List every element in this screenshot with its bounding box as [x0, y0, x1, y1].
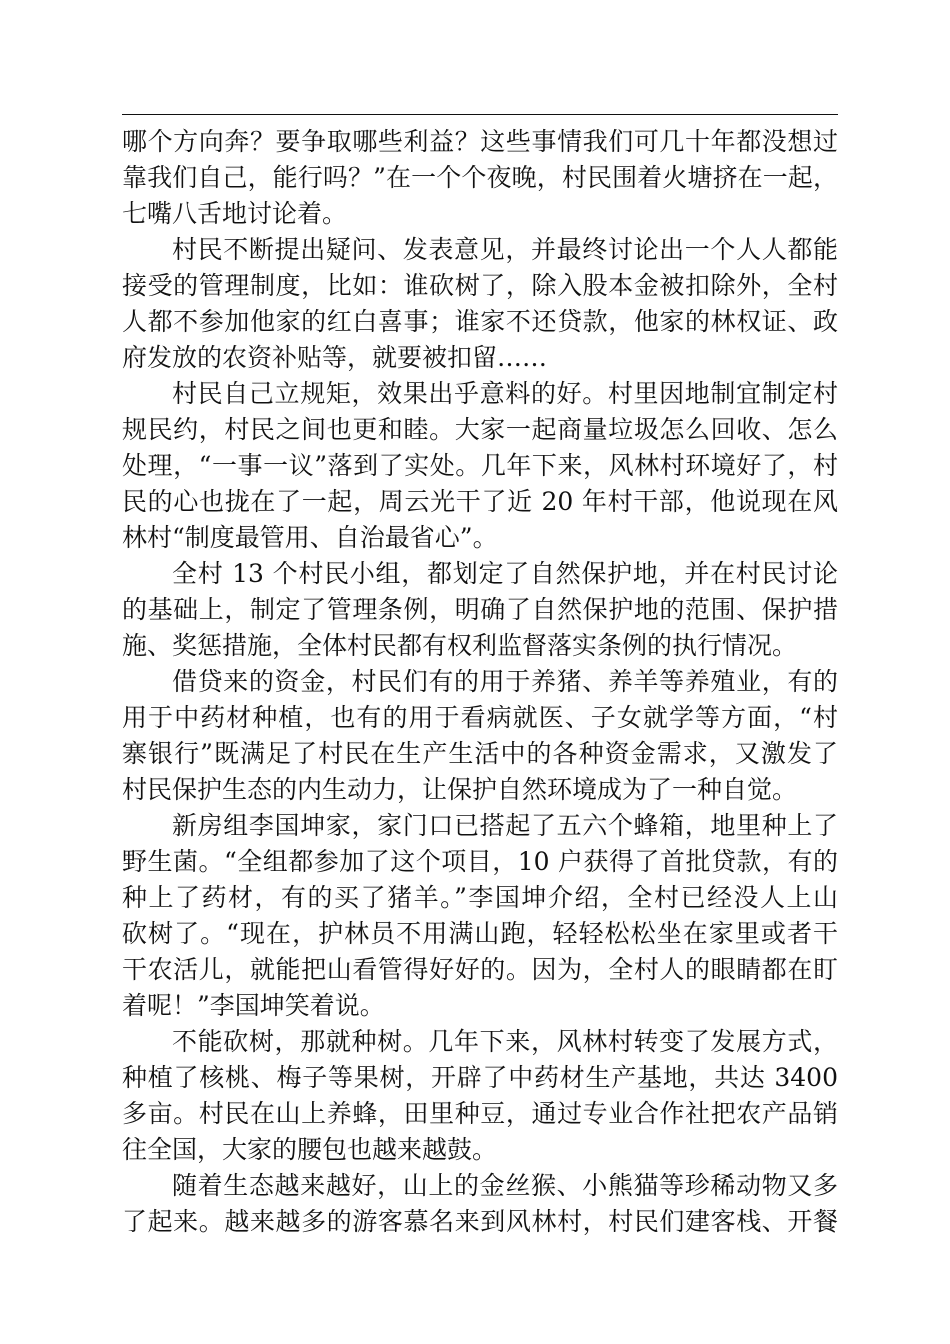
text-line: 借贷来的资金，村民们有的用于养猪、养羊等养殖业，有的 — [172, 667, 838, 696]
text-line: 用于中药材种植，也有的用于看病就医、子女就学等方面，“村 — [122, 703, 838, 732]
text-line: 村民自己立规矩，效果出乎意料的好。村里因地制宜制定村 — [172, 379, 838, 408]
text-line: 人都不参加他家的红白喜事；谁家不还贷款，他家的林权证、政 — [122, 307, 838, 336]
text-line: 林村“制度最管用、自治最省心”。 — [122, 523, 498, 552]
text-line: 砍树了。“现在，护林员不用满山跑，轻轻松松坐在家里或者干 — [122, 919, 838, 948]
article-body — [122, 124, 838, 1240]
text-line: 村民保护生态的内生动力，让保护自然环境成为了一种自觉。 — [122, 775, 798, 804]
text-line: 民的心也拢在了一起，周云光干了近 20 年村干部，他说现在风 — [122, 487, 838, 516]
text-line: 接受的管理制度，比如：谁砍树了，除入股本金被扣除外，全村 — [122, 271, 838, 300]
text-line: 靠我们自己，能行吗？”在一个个夜晚，村民围着火塘挤在一起， — [122, 163, 838, 192]
text-line: 规民约，村民之间也更和睦。大家一起商量垃圾怎么回收、怎么 — [122, 415, 838, 444]
text-line: 种植了核桃、梅子等果树，开辟了中药材生产基地，共达 3400 — [122, 1063, 838, 1092]
text-line: 干农活儿，就能把山看管得好好的。因为，全村人的眼睛都在盯 — [122, 955, 838, 984]
text-line: 全村 13 个村民小组，都划定了自然保护地，并在村民讨论 — [172, 559, 838, 588]
text-line: 哪个方向奔？要争取哪些利益？这些事情我们可几十年都没想过 — [122, 127, 838, 156]
text-line: 寨银行”既满足了村民在生产生活中的各种资金需求，又激发了 — [122, 739, 838, 768]
text-line: 的基础上，制定了管理条例，明确了自然保护地的范围、保护措 — [122, 595, 838, 624]
text-line: 处理，“一事一议”落到了实处。几年下来，风林村环境好了，村 — [122, 451, 838, 480]
text-line: 府发放的农资补贴等，就要被扣留…… — [122, 343, 548, 372]
text-line: 多亩。村民在山上养蜂，田里种豆，通过专业合作社把农产品销 — [122, 1099, 838, 1128]
text-line: 施、奖惩措施，全体村民都有权利监督落实条例的执行情况。 — [122, 631, 798, 660]
text-line: 种上了药材，有的买了猪羊。”李国坤介绍，全村已经没人上山 — [122, 883, 838, 912]
text-line: 了起来。越来越多的游客慕名来到风林村，村民们建客栈、开餐 — [122, 1207, 838, 1236]
text-line: 野生菌。“全组都参加了这个项目，10 户获得了首批贷款，有的 — [122, 847, 838, 876]
text-line: 七嘴八舌地讨论着。 — [122, 199, 348, 228]
text-line: 村民不断提出疑问、发表意见，并最终讨论出一个人人都能 — [172, 235, 838, 264]
text-line: 往全国，大家的腰包也越来越鼓。 — [122, 1135, 498, 1164]
text-line: 不能砍树，那就种树。几年下来，风林村转变了发展方式， — [172, 1027, 838, 1056]
text-line: 随着生态越来越好，山上的金丝猴、小熊猫等珍稀动物又多 — [172, 1171, 838, 1200]
text-line: 着呢！”李国坤笑着说。 — [122, 991, 385, 1020]
text-line: 新房组李国坤家，家门口已搭起了五六个蜂箱，地里种上了 — [172, 811, 838, 840]
header-rule — [122, 114, 838, 115]
